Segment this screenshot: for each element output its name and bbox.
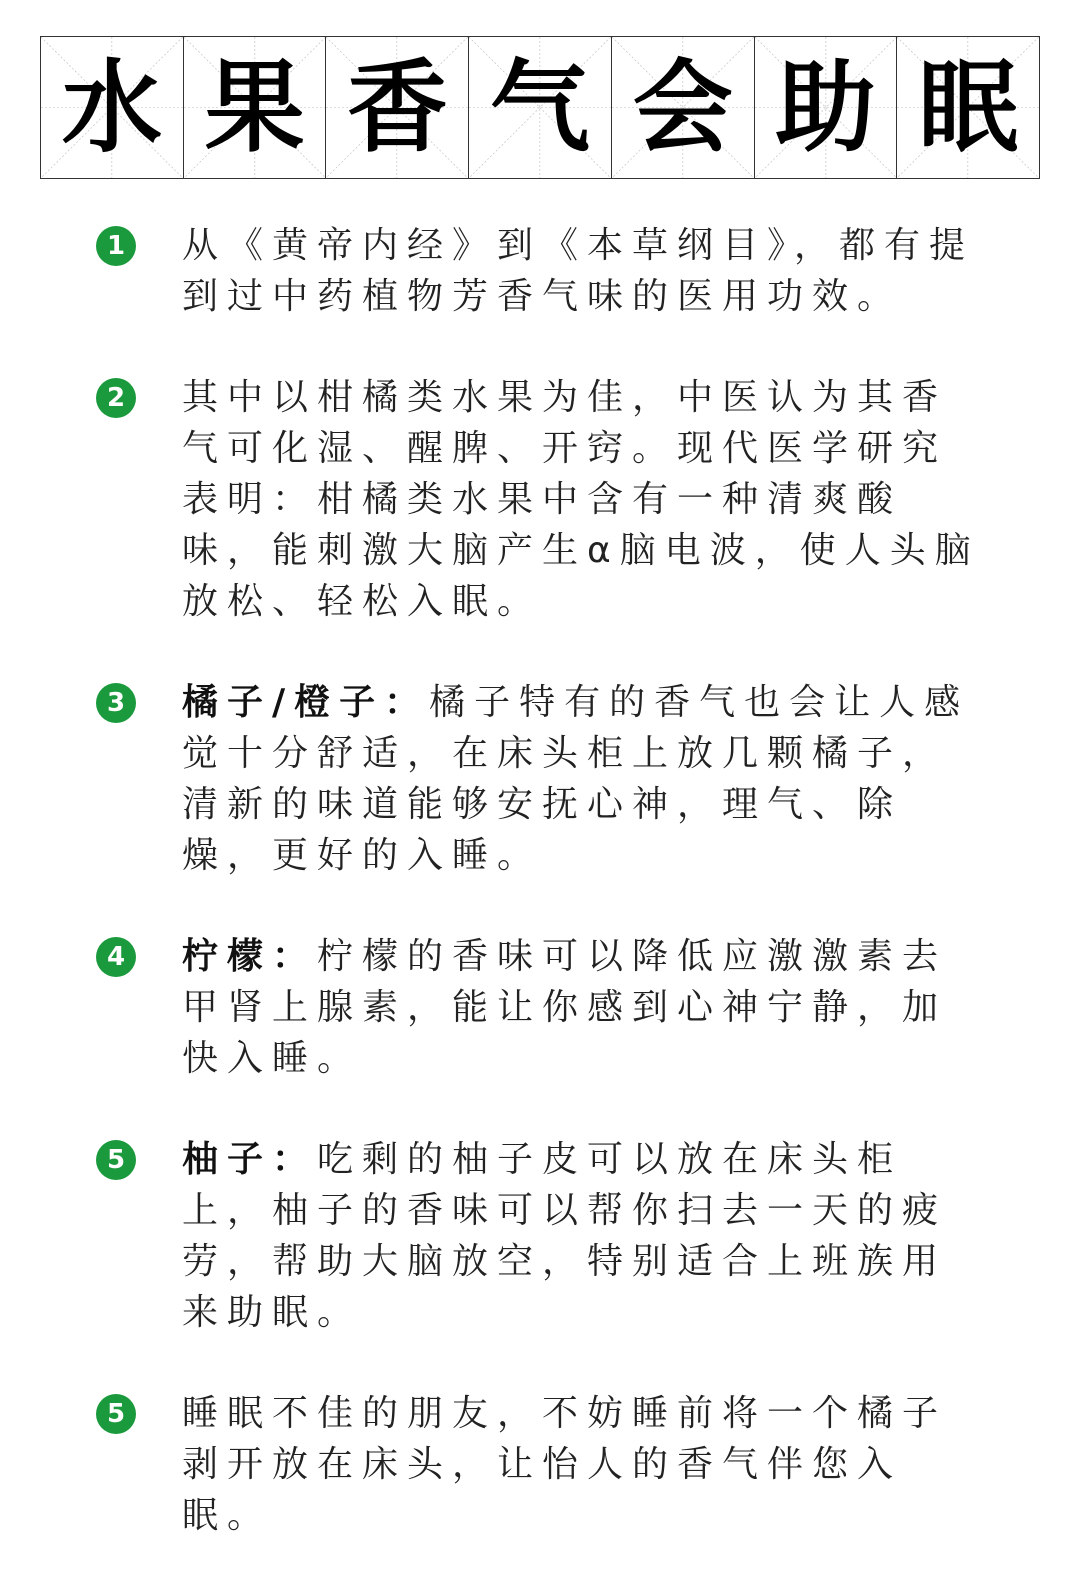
list-item <box>0 1388 1080 1541</box>
list-item <box>0 1134 1080 1338</box>
item-text <box>182 1388 982 1541</box>
title-cell <box>612 37 755 178</box>
item-body: 从《黄帝内经》到《本草纲目》，都有提到过中药植物芳香气味的医用功效。 <box>182 225 975 317</box>
number-badge: 3 <box>96 683 136 723</box>
item-text <box>182 1134 982 1338</box>
item-body: 吃剩的柚子皮可以放在床头柜上，柚子的香味可以帮你扫去一天的疲劳，帮助大脑放空，特别适合上班族用来助眠。 <box>182 1139 948 1333</box>
title-cell <box>469 37 612 178</box>
title-char: 会 <box>632 48 733 166</box>
list-item <box>0 931 1080 1084</box>
title-cell <box>755 37 898 178</box>
item-lead: 柠檬： <box>182 936 318 977</box>
number-badge: 2 <box>96 378 136 418</box>
list-item <box>0 372 1080 627</box>
item-body: 其中以柑橘类水果为佳，中医认为其香气可化湿、醒脾、开窍。现代医学研究表明：柑橘类水果中含有一种清爽酸味，能刺激大脑产生α脑电波，使人头脑放松、轻松入眠。 <box>182 377 980 622</box>
title-char: 助 <box>775 48 876 166</box>
title-char: 水 <box>61 48 162 166</box>
item-body: 睡眠不佳的朋友，不妨睡前将一个橘子剥开放在床头，让怡人的香气伴您入眠。 <box>182 1393 948 1536</box>
title-grid <box>40 36 1040 179</box>
title-cell <box>184 37 327 178</box>
title-char: 气 <box>490 48 591 166</box>
item-text <box>182 220 982 322</box>
item-lead: 柚子： <box>182 1139 318 1180</box>
title-char: 果 <box>204 48 305 166</box>
item-body: 橘子特有的香气也会让人感觉十分舒适，在床头柜上放几颗橘子，清新的味道能够安抚心神，理气、除燥，更好的入睡。 <box>182 682 970 876</box>
title-cell <box>897 37 1039 178</box>
list-item <box>0 677 1080 881</box>
tips-list <box>0 220 1080 1591</box>
number-badge: 1 <box>96 226 136 266</box>
title-char: 眠 <box>918 48 1019 166</box>
number-badge: 5 <box>96 1394 136 1434</box>
title-char: 香 <box>347 48 448 166</box>
item-text <box>182 372 982 627</box>
item-lead: 橘子/橙子： <box>182 682 430 723</box>
number-badge: 5 <box>96 1140 136 1180</box>
title-cell <box>326 37 469 178</box>
number-badge: 4 <box>96 937 136 977</box>
item-text <box>182 677 982 881</box>
item-text <box>182 931 982 1084</box>
list-item <box>0 220 1080 322</box>
title-cell <box>41 37 184 178</box>
item-body: 柠檬的香味可以降低应激激素去甲肾上腺素，能让你感到心神宁静，加快入睡。 <box>182 936 948 1079</box>
